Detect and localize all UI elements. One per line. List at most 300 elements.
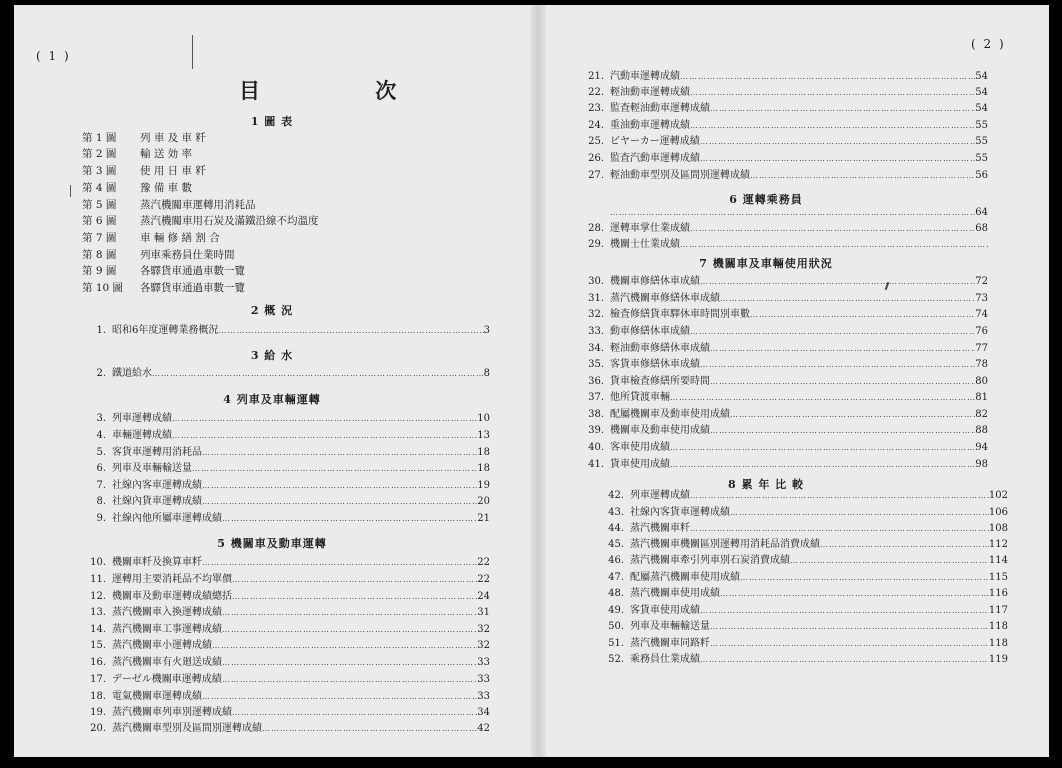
item-page: 22	[477, 557, 490, 568]
item-number: 2.	[96, 368, 106, 379]
item-page: 118	[988, 638, 1008, 649]
section-heading: 5 機關車及動車運轉	[217, 537, 327, 550]
item-title: 蒸汽機關車工事運轉成績	[112, 624, 222, 635]
item-title: 他所貸渡車輛	[610, 392, 670, 403]
dot-leader	[690, 488, 989, 503]
item-number: 16.	[90, 657, 106, 668]
dot-leader	[232, 705, 477, 720]
item-page: 82	[975, 409, 988, 420]
dot-leader	[720, 586, 989, 601]
dot-leader	[670, 390, 975, 405]
item-number: 47.	[608, 572, 624, 583]
item-page: 117	[988, 605, 1008, 616]
dot-leader	[820, 537, 989, 552]
toc-item	[74, 555, 490, 570]
item-title: 列車運轉成績	[630, 490, 690, 501]
toc-item	[74, 366, 490, 381]
item-page: 22	[477, 574, 490, 585]
toc-item	[82, 130, 206, 146]
toc-item	[566, 488, 1008, 503]
item-number: 第 3 圖	[82, 165, 117, 177]
item-number: 33.	[588, 326, 604, 337]
toc-item	[566, 423, 988, 438]
item-number: 34.	[588, 343, 604, 354]
dot-leader	[690, 118, 975, 133]
toc-item	[566, 151, 988, 166]
item-title: 鐵道給水	[112, 368, 152, 379]
item-number: 17.	[90, 674, 106, 685]
item-page: 54	[975, 103, 988, 114]
toc-item	[566, 440, 988, 455]
dot-leader	[212, 638, 477, 653]
item-number: 39.	[588, 425, 604, 436]
toc-item	[566, 205, 988, 220]
toc-item	[82, 247, 235, 263]
page-number: ( 2 )	[971, 37, 1006, 51]
item-number: 40.	[588, 442, 604, 453]
item-page: 13	[477, 430, 490, 441]
item-title: 社線內客車運轉成績	[112, 480, 202, 491]
dot-leader	[710, 636, 989, 651]
toc-item	[74, 445, 490, 460]
item-page: 78	[975, 359, 988, 370]
toc-item	[566, 521, 1008, 536]
item-number: 12.	[90, 591, 106, 602]
item-title: 蒸汽機關車牽引列車別石炭消費成績	[630, 555, 790, 566]
toc-item	[82, 163, 206, 179]
toc-item	[82, 230, 220, 246]
item-title: 各驛貨車通過車數一覽	[140, 282, 245, 294]
item-number: 28.	[588, 223, 604, 234]
dot-leader	[690, 221, 975, 236]
dot-leader	[670, 457, 975, 472]
item-title: ビヤーカー運轉成績	[610, 136, 700, 147]
item-title: 列車乘務員仕業時間	[140, 249, 235, 261]
item-number: 29.	[588, 239, 604, 250]
item-number: 21.	[588, 71, 604, 82]
toc-item	[566, 537, 1008, 552]
section-heading: 7 機關車及車輛使用狀況	[699, 257, 833, 270]
item-title: 電氣機關車運轉成績	[112, 691, 202, 702]
item-page: 20	[477, 496, 490, 507]
item-number: 25.	[588, 136, 604, 147]
item-page: 106	[988, 507, 1008, 518]
toc-item	[82, 197, 256, 213]
item-page: 31	[477, 607, 490, 618]
item-page: 33	[477, 657, 490, 668]
toc-item	[566, 69, 988, 84]
toc-item	[566, 168, 988, 183]
toc-item	[74, 638, 490, 653]
item-page: 56	[975, 170, 988, 181]
item-title: 機關車及動車運轉成績總括	[112, 591, 232, 602]
toc-item	[566, 237, 988, 252]
toc-item	[74, 428, 490, 443]
toc-item	[74, 721, 490, 736]
item-number: 第 5 圖	[82, 199, 117, 211]
item-number: 30.	[588, 276, 604, 287]
item-title: 客貨車使用成績	[630, 605, 700, 616]
toc-item	[566, 134, 988, 149]
item-number: 32.	[588, 309, 604, 320]
dot-leader	[202, 494, 477, 509]
item-title: 重油動車運轉成績	[610, 120, 690, 131]
item-number: 5.	[96, 447, 106, 458]
item-number: 19.	[90, 707, 106, 718]
dot-leader	[710, 423, 975, 438]
item-title: 客貨車運轉用消耗品	[112, 447, 202, 458]
item-number: 第 4 圖	[82, 182, 117, 194]
item-number: 31.	[588, 293, 604, 304]
book-spread	[14, 5, 1049, 757]
toc-item	[566, 274, 988, 289]
item-title: 輕油動車修繕休車成績	[610, 343, 710, 354]
toc-item	[566, 291, 988, 306]
item-title: 客貨車修繕休車成績	[610, 359, 700, 370]
item-page: 18	[477, 463, 490, 474]
item-title: 昭和6年度運轉業務概況	[112, 325, 219, 336]
item-title: 蒸汽機關車粁	[630, 523, 690, 534]
item-title: 蒸汽機關車運轉用消耗品	[140, 199, 256, 211]
toc-item	[566, 307, 988, 322]
dot-leader	[218, 323, 483, 338]
item-page: 54	[975, 71, 988, 82]
item-title: 配屬機關車及動車使用成績	[610, 409, 730, 420]
toc-item	[74, 622, 490, 637]
dot-leader	[710, 619, 989, 634]
item-number: 51.	[608, 638, 624, 649]
toc-item	[82, 280, 245, 296]
dot-leader	[232, 589, 477, 604]
item-page: 33	[477, 691, 490, 702]
section-heading: 2 概 況	[250, 304, 294, 317]
item-page: 115	[988, 572, 1008, 583]
toc-item	[566, 390, 988, 405]
item-number: 18.	[90, 691, 106, 702]
item-title: 社線內他所屬車運轉成績	[112, 513, 222, 524]
item-number: 52.	[608, 654, 624, 665]
item-number: 11.	[90, 574, 106, 585]
item-title: 動車修繕休車成績	[610, 326, 690, 337]
item-page: 119	[988, 654, 1008, 665]
item-page: 72	[975, 276, 988, 287]
item-number: 9.	[96, 513, 106, 524]
dot-leader	[222, 605, 477, 620]
dot-leader	[610, 205, 975, 220]
item-number: 20.	[90, 723, 106, 734]
dot-leader	[690, 521, 989, 536]
toc-item	[566, 652, 1008, 667]
toc-item	[566, 101, 988, 116]
toc-item	[74, 478, 490, 493]
dot-leader	[202, 478, 477, 493]
section-heading: 4 列車及車輛運轉	[223, 393, 321, 406]
item-number: 第 1 圖	[82, 132, 117, 144]
dot-leader	[222, 655, 477, 670]
toc-item	[566, 586, 1008, 601]
item-number: 50.	[608, 621, 624, 632]
dot-leader	[262, 721, 477, 736]
item-number: 10.	[90, 557, 106, 568]
toc-item	[566, 324, 988, 339]
item-number: 36.	[588, 376, 604, 387]
item-page: 64	[975, 207, 988, 218]
dot-leader	[202, 689, 477, 704]
dot-leader	[690, 85, 975, 100]
item-page: 3	[483, 325, 490, 336]
item-page: 112	[988, 539, 1008, 550]
item-title: 輕油動車型別及區間別運轉成績	[610, 170, 750, 181]
toc-item	[82, 263, 245, 279]
dot-leader	[710, 341, 975, 356]
item-number: 6.	[96, 463, 106, 474]
page-title: 目 次	[239, 78, 451, 103]
dot-leader	[172, 428, 477, 443]
page-number: ( 1 )	[36, 49, 71, 63]
section-heading: 1 圖 表	[250, 115, 294, 128]
dot-leader	[750, 168, 975, 183]
dot-leader	[730, 407, 975, 422]
item-page: 10	[477, 413, 490, 424]
toc-item	[74, 494, 490, 509]
item-title: 運轉用主要消耗品不均單價	[112, 574, 232, 585]
item-title: 運轉車掌仕業成績	[610, 223, 690, 234]
item-title: 監査輕油動車運轉成績	[610, 103, 710, 114]
item-title: 機關車粁及換算車粁	[112, 557, 202, 568]
dot-leader	[172, 411, 477, 426]
dot-leader	[700, 134, 975, 149]
item-number: 8.	[96, 496, 106, 507]
item-title: 蒸汽機關車小運轉成績	[112, 640, 212, 651]
item-title: 列 車 及 車 粁	[140, 132, 206, 144]
item-page: 19	[477, 480, 490, 491]
item-page: 32	[477, 640, 490, 651]
item-title: 貨車檢査修繕所要時間	[610, 376, 710, 387]
toc-item	[566, 553, 1008, 568]
item-title: 蒸汽機關車用石炭及滿鐵沿線不均溫度	[140, 215, 319, 227]
item-title: 列車運轉成績	[112, 413, 172, 424]
toc-item	[566, 221, 988, 236]
item-title: 機關士仕業成績	[610, 239, 680, 250]
item-title: 輸 送 効 率	[140, 148, 193, 160]
item-page: 34	[477, 707, 490, 718]
toc-item	[566, 619, 1008, 634]
item-number: 24.	[588, 120, 604, 131]
toc-item	[566, 357, 988, 372]
item-number: 第 6 圖	[82, 215, 117, 227]
item-title: 車 輛 修 繕 割 合	[140, 232, 220, 244]
item-page: 73	[975, 293, 988, 304]
dot-leader	[232, 572, 477, 587]
toc-item	[74, 672, 490, 687]
item-title: 檢査修繕貨車驛休車時間別車數	[610, 309, 750, 320]
item-number: 1.	[96, 325, 106, 336]
toc-item	[566, 603, 1008, 618]
dot-leader	[192, 461, 477, 476]
item-number: 27.	[588, 170, 604, 181]
dot-leader	[790, 553, 989, 568]
item-page: 55	[975, 153, 988, 164]
item-number: 37.	[588, 392, 604, 403]
item-page: 114	[988, 555, 1008, 566]
toc-item	[566, 341, 988, 356]
item-page: 21	[477, 513, 490, 524]
pen-mark	[192, 35, 193, 69]
item-number: 35.	[588, 359, 604, 370]
item-number: 第 7 圖	[82, 232, 117, 244]
toc-item	[74, 655, 490, 670]
dot-leader	[730, 505, 989, 520]
toc-item	[82, 213, 319, 229]
item-number: 14.	[90, 624, 106, 635]
toc-item	[82, 146, 192, 162]
item-title: 使 用 日 車 粁	[140, 165, 206, 177]
item-title: 機關車及動車使用成績	[610, 425, 710, 436]
dot-leader	[680, 69, 975, 84]
item-title: 豫 備 車 數	[140, 182, 193, 194]
item-number: 7.	[96, 480, 106, 491]
item-page: 80	[975, 376, 988, 387]
item-page: 18	[477, 447, 490, 458]
item-title: 蒸汽機關車有火廻送成績	[112, 657, 222, 668]
item-number: 第 9 圖	[82, 265, 117, 277]
item-number: 第 8 圖	[82, 249, 117, 261]
dot-leader	[700, 274, 975, 289]
item-number: 42.	[608, 490, 624, 501]
toc-item	[74, 461, 490, 476]
item-page: 8	[483, 368, 490, 379]
item-page: 116	[988, 588, 1008, 599]
item-title: 蒸汽機關車入換運轉成績	[112, 607, 222, 618]
item-number: 46.	[608, 555, 624, 566]
item-page: 118	[988, 621, 1008, 632]
section-heading: 8 累 年 比 較	[728, 478, 804, 491]
item-page: 55	[975, 120, 988, 131]
toc-item	[74, 572, 490, 587]
dot-leader	[750, 307, 975, 322]
dot-leader	[152, 366, 484, 381]
item-number: 15.	[90, 640, 106, 651]
item-page: 24	[477, 591, 490, 602]
toc-item	[566, 118, 988, 133]
dot-leader	[740, 570, 989, 585]
toc-item	[566, 85, 988, 100]
item-number: 第 10 圖	[82, 282, 124, 294]
toc-item	[566, 457, 988, 472]
item-number: 23.	[588, 103, 604, 114]
item-number: 49.	[608, 605, 624, 616]
dot-leader	[710, 374, 975, 389]
dot-leader	[700, 603, 989, 618]
dot-leader	[222, 511, 477, 526]
item-page: 68	[975, 223, 988, 234]
section-heading: 6 運轉乘務員	[729, 193, 803, 206]
item-title: 社線內貨車運轉成績	[112, 496, 202, 507]
item-title: 列車及車輛輸送量	[630, 621, 710, 632]
item-number: 4.	[96, 430, 106, 441]
dot-leader	[202, 555, 477, 570]
item-title: 客車使用成績	[610, 442, 670, 453]
item-page: 77	[975, 343, 988, 354]
item-title: 列車及車輛輸送量	[112, 463, 192, 474]
item-number: 48.	[608, 588, 624, 599]
item-page: 102	[988, 490, 1008, 501]
item-page: 76	[975, 326, 988, 337]
toc-item	[74, 411, 490, 426]
item-page: 108	[988, 523, 1008, 534]
toc-item	[566, 407, 988, 422]
toc-item	[74, 689, 490, 704]
toc-item	[74, 323, 490, 338]
toc-item	[74, 589, 490, 604]
item-number: 44.	[608, 523, 624, 534]
toc-item	[74, 705, 490, 720]
item-page: 54	[975, 87, 988, 98]
item-page: 94	[975, 442, 988, 453]
item-title: 蒸汽機關車使用成績	[630, 588, 720, 599]
item-number: 38.	[588, 409, 604, 420]
right-page	[546, 5, 1049, 757]
dot-leader	[710, 101, 975, 116]
item-number: 43.	[608, 507, 624, 518]
item-number: 13.	[90, 607, 106, 618]
toc-item	[74, 511, 490, 526]
dot-leader	[700, 357, 975, 372]
item-number: 26.	[588, 153, 604, 164]
dot-leader	[670, 440, 975, 455]
item-title: 蒸汽機關車列車別運轉成績	[112, 707, 232, 718]
item-page: 98	[975, 459, 988, 470]
item-title: 蒸汽機關車修繕休車成績	[610, 293, 720, 304]
item-page: 42	[477, 723, 490, 734]
toc-item	[82, 180, 192, 196]
item-title: 監査汽動車運轉成績	[610, 153, 700, 164]
book-gutter	[530, 5, 546, 757]
toc-item	[566, 374, 988, 389]
item-title: 機關車修繕休車成績	[610, 276, 700, 287]
item-number: 41.	[588, 459, 604, 470]
item-number	[566, 205, 610, 220]
toc-item	[566, 570, 1008, 585]
item-title: 蒸汽機關車同路粁	[630, 638, 710, 649]
item-title: 蒸汽機關車型別及區間別運轉成績	[112, 723, 262, 734]
left-page	[14, 5, 530, 757]
toc-item	[566, 505, 1008, 520]
item-page: 74	[975, 309, 988, 320]
item-page: 81	[975, 392, 988, 403]
item-title: 配屬蒸汽機關車使用成績	[630, 572, 740, 583]
item-number: 22.	[588, 87, 604, 98]
dot-leader	[222, 672, 477, 687]
toc-item	[566, 636, 1008, 651]
toc-item	[74, 605, 490, 620]
section-heading: 3 給 水	[250, 349, 294, 362]
dot-leader	[690, 324, 975, 339]
item-page: 32	[477, 624, 490, 635]
item-title: 各驛貨車通過車數一覽	[140, 265, 245, 277]
item-page: 33	[477, 674, 490, 685]
item-number: 45.	[608, 539, 624, 550]
item-title: 社線內客貨車運轉成績	[630, 507, 730, 518]
item-number: 3.	[96, 413, 106, 424]
item-title: 蒸汽機關車機關區別運轉用消耗品消費成績	[630, 539, 820, 550]
item-page: 55	[975, 136, 988, 147]
item-page: 88	[975, 425, 988, 436]
dot-leader	[222, 622, 477, 637]
dot-leader	[680, 237, 988, 252]
dot-leader	[700, 151, 975, 166]
item-title: 輕油動車運轉成績	[610, 87, 690, 98]
